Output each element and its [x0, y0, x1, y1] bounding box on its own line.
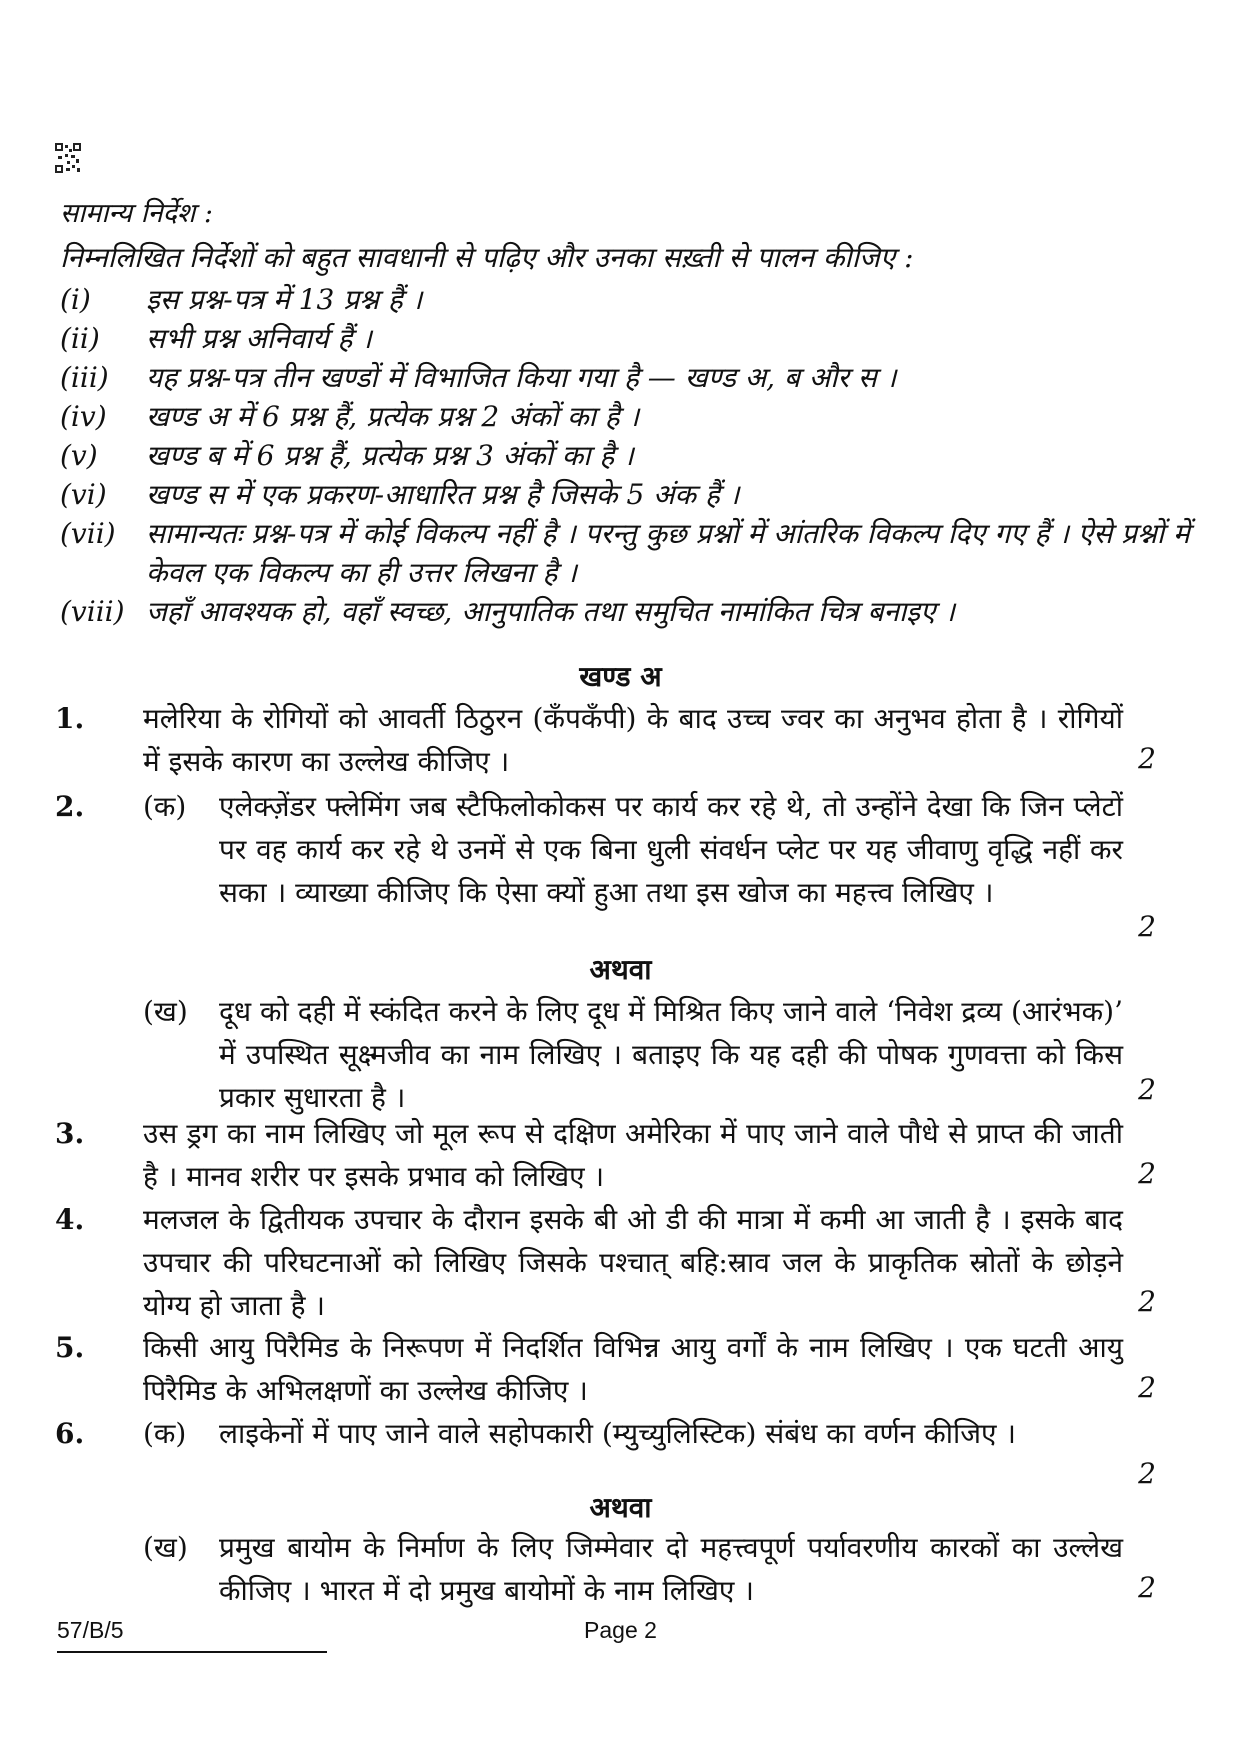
- marks-label: 2: [1138, 742, 1156, 775]
- sub-question-label: (क): [143, 1417, 187, 1450]
- instruction-number: (viii): [60, 595, 125, 628]
- question-number: 5.: [55, 1331, 85, 1364]
- question-2b: [55, 990, 1185, 1119]
- question-1: [55, 697, 1185, 783]
- marks-label: 2: [1138, 1285, 1156, 1318]
- question-text: मलजल के द्वितीयक उपचार के दौरान इसके बी ओ डी की मात्रा में कमी आ जाती है । इसके बाद उपचार की परिघटनाओं को लिखिए जिसके पश्चात् बहि:स्राव जल के प्राकृतिक स्रोतों के छोड़ने योग्य हो जाता है ।: [143, 1203, 1123, 1322]
- instruction-item: [60, 319, 1190, 358]
- question-text: किसी आयु पिरैमिड के निरूपण में निदर्शित विभिन्न आयु वर्गों के नाम लिखिए । एक घटती आयु पिरैमिड के अभिलक्षणों का उल्लेख कीजिए ।: [143, 1331, 1123, 1407]
- question-6a: [55, 1412, 1185, 1455]
- instruction-item: [60, 436, 1190, 475]
- question-text: दूध को दही में स्कंदित करने के लिए दूध में मिश्रित किए जाने वाले ‘निवेश द्रव्य (आरंभक)’ में उपस्थित सूक्ष्मजीव का नाम लिखिए । बताइए कि यह दही की पोषक गुणवत्ता को किस प्रकार सुधारता है ।: [219, 995, 1123, 1114]
- instruction-text: इस प्रश्न-पत्र में 13 प्रश्न हैं ।: [146, 283, 423, 316]
- question-text: प्रमुख बायोम के निर्माण के लिए जिम्मेवार दो महत्त्वपूर्ण पर्यावरणीय कारकों का उल्लेख कीजिए । भारत में दो प्रमुख बायोमों के नाम लिखिए ।: [219, 1531, 1123, 1607]
- question-number: 3.: [55, 1117, 85, 1150]
- instruction-text: सामान्यतः प्रश्न-पत्र में कोई विकल्प नहीं है । परन्तु कुछ प्रश्नों में आंतरिक विकल्प दिए गए हैं । ऐसे प्रश्नों में केवल एक विकल्प का ही उत्तर लिखना है ।: [146, 517, 1190, 589]
- qr-code-icon: [55, 143, 81, 173]
- instruction-number: (i): [60, 283, 91, 316]
- instruction-item: [60, 358, 1190, 397]
- instruction-number: (iii): [60, 361, 109, 394]
- sub-question: [143, 990, 1123, 1119]
- instruction-number: (iv): [60, 400, 107, 433]
- marks-label: 2: [1138, 1073, 1156, 1106]
- instruction-number: (ii): [60, 322, 100, 355]
- question-number: 2.: [55, 790, 85, 823]
- question-4: [55, 1198, 1185, 1327]
- instruction-text: खण्ड ब में 6 प्रश्न हैं, प्रत्येक प्रश्न 3 अंकों का है ।: [146, 439, 634, 472]
- instruction-text: खण्ड स में एक प्रकरण-आधारित प्रश्न है जिसके 5 अंक हैं ।: [146, 478, 740, 511]
- marks-label: 2: [1138, 910, 1156, 943]
- question-text: एलेक्ज़ेंडर फ्लेमिंग जब स्टैफिलोकोकस पर कार्य कर रहे थे, तो उन्होंने देखा कि जिन प्लेटों पर वह कार्य कर रहे थे उनमें से एक बिना धुली संवर्धन प्लेट पर यह जीवाणु वृद्धि नहीं कर सका । व्याख्या कीजिए कि ऐसा क्यों हुआ तथा इस खोज का महत्त्व लिखिए ।: [219, 790, 1123, 909]
- instruction-number: (vi): [60, 478, 107, 511]
- footer-divider: [57, 1651, 327, 1653]
- question-text: मलेरिया के रोगियों को आवर्ती ठिठुरन (कँपकँपी) के बाद उच्च ज्वर का अनुभव होता है । रोगियों में इसके कारण का उल्लेख कीजिए ।: [143, 702, 1123, 778]
- question-text: उस ड्रग का नाम लिखिए जो मूल रूप से दक्षिण अमेरिका में पाए जाने वाले पौधे से प्राप्त की जाती है । मानव शरीर पर इसके प्रभाव को लिखिए ।: [143, 1117, 1123, 1193]
- question-2a: [55, 785, 1185, 914]
- question-number: 1.: [55, 702, 85, 735]
- or-label: अथवा: [589, 953, 652, 986]
- instruction-number: (vii): [60, 517, 116, 550]
- or-label: अथवा: [589, 1491, 652, 1524]
- instruction-item: [60, 592, 1190, 631]
- instruction-number: (v): [60, 439, 98, 472]
- instruction-text: यह प्रश्न-पत्र तीन खण्डों में विभाजित किया गया है — खण्ड अ, ब और स ।: [146, 361, 897, 394]
- instruction-text: खण्ड अ में 6 प्रश्न हैं, प्रत्येक प्रश्न 2 अंकों का है ।: [146, 400, 640, 433]
- marks-label: 2: [1138, 1571, 1156, 1604]
- general-instructions-intro: निम्नलिखित निर्देशों को बहुत सावधानी से पढ़िए और उनका सख़्ती से पालन कीजिए :: [60, 241, 914, 274]
- question-6b: [55, 1526, 1185, 1612]
- sub-question-label: (ख): [143, 995, 188, 1028]
- marks-label: 2: [1138, 1371, 1156, 1404]
- page-number: Page 2: [584, 1617, 657, 1643]
- section-title: खण्ड अ: [579, 660, 662, 693]
- question-3: [55, 1112, 1185, 1198]
- instruction-item: [60, 397, 1190, 436]
- question-number: 4.: [55, 1203, 85, 1236]
- sub-question-label: (ख): [143, 1531, 188, 1564]
- sub-question: [143, 785, 1123, 914]
- paper-code: 57/B/5: [57, 1617, 124, 1643]
- sub-question: [143, 1412, 1123, 1455]
- instruction-text: जहाँ आवश्यक हो, वहाँ स्वच्छ, आनुपातिक तथा समुचित नामांकित चित्र बनाइए ।: [146, 595, 956, 628]
- instruction-item: [60, 475, 1190, 514]
- question-number: 6.: [55, 1417, 85, 1450]
- instructions-list: [60, 280, 1190, 631]
- question-5: [55, 1326, 1185, 1412]
- question-text: लाइकेनों में पाए जाने वाले सहोपकारी (म्युच्युलिस्टिक) संबंध का वर्णन कीजिए ।: [219, 1417, 1016, 1450]
- instruction-item: [60, 280, 1190, 319]
- instruction-item: [60, 514, 1190, 592]
- instruction-text: सभी प्रश्न अनिवार्य हैं ।: [146, 322, 372, 355]
- sub-question-label: (क): [143, 790, 187, 823]
- sub-question: [143, 1526, 1123, 1612]
- general-instructions-heading: सामान्य निर्देश :: [60, 198, 213, 229]
- marks-label: 2: [1138, 1157, 1156, 1190]
- marks-label: 2: [1138, 1457, 1156, 1490]
